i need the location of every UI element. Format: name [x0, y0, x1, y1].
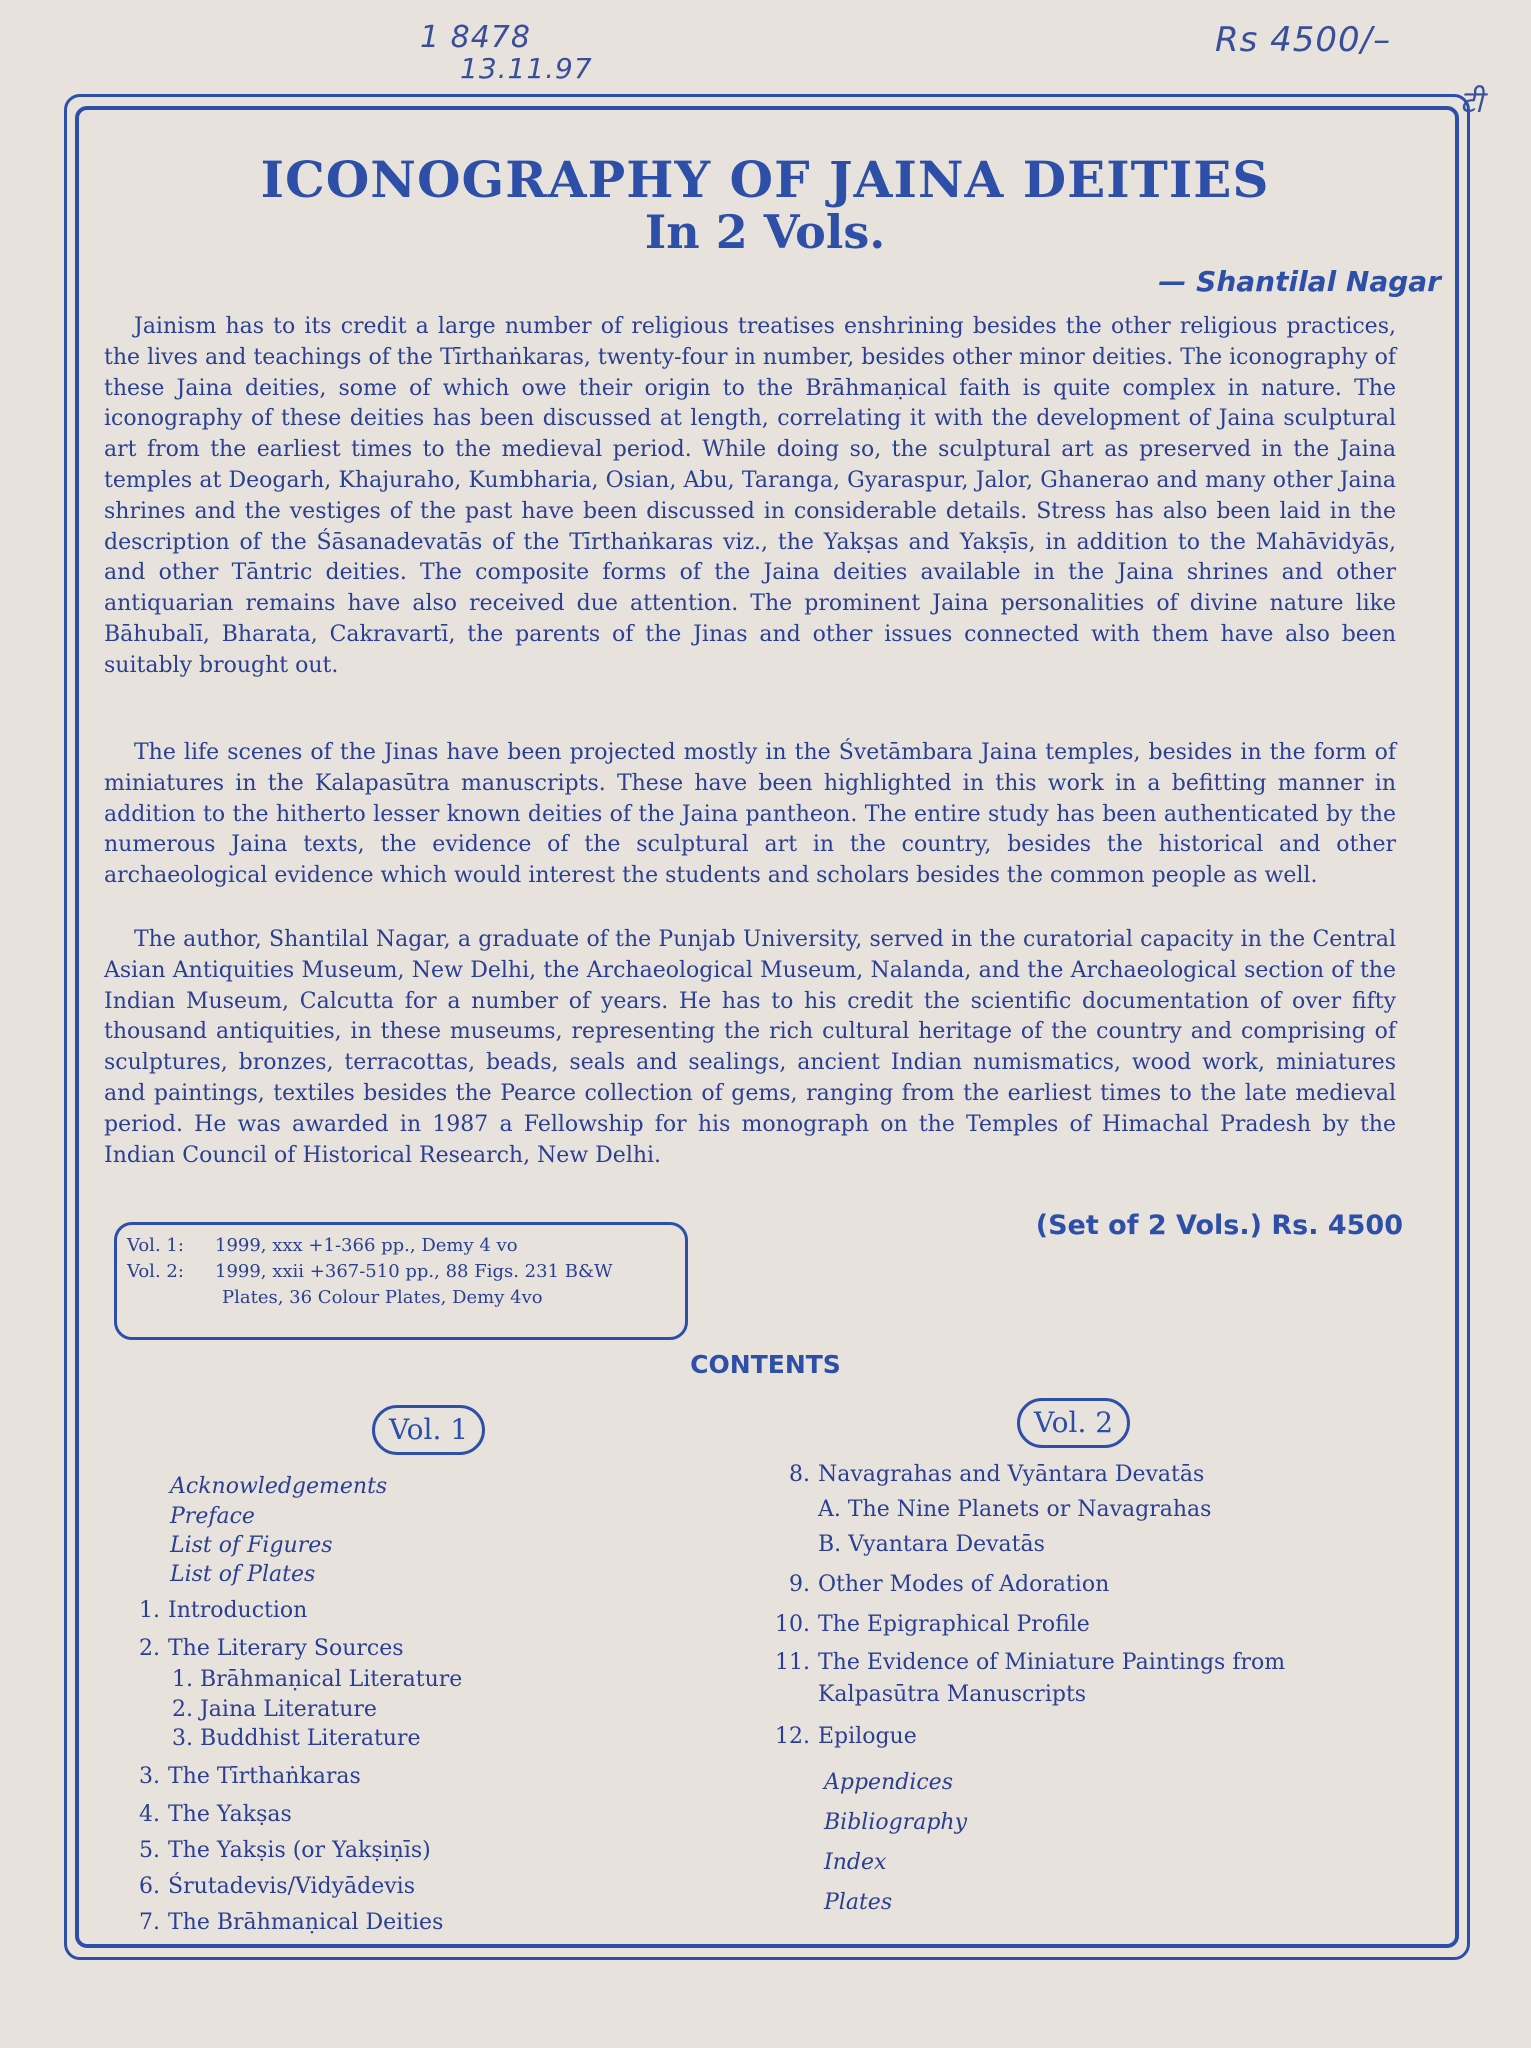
toc-subsection: B. Vyantara Devatās	[818, 1532, 1045, 1557]
toc-back-matter: Plates	[824, 1890, 893, 1915]
toc-chapter: 5. The Yakṣis (or Yakṣiṇīs)	[139, 1838, 431, 1863]
volume-2-label: Vol. 2:	[127, 1261, 184, 1282]
description-paragraph-2: The life scenes of the Jinas have been projected mostly in the Śvetāmbara Jaina temples, besides in the form of miniatures in the Kalapasūtra manuscripts. These have been highlighted in this work in a befitting manner in addition to the hitherto lesser known deities of the Jaina pantheon. The entire study has been authenticated by the numerous Jaina texts, the evidence of the sculptural art in the country, besides the historical and other archaeological evidence which would interest the students and scholars besides the common people as well.	[104, 740, 1396, 889]
author-name: — Shantilal Nagar	[1158, 265, 1441, 298]
volume-1-detail	[127, 1233, 675, 1259]
toc-chapter: 3. The Tīrthaṅkaras	[139, 1764, 361, 1789]
toc-chapter-continued: Kalpasūtra Manuscripts	[818, 1682, 1087, 1707]
handwritten-mark: टी	[1460, 85, 1484, 120]
volume-1-heading: Vol. 1	[372, 1405, 485, 1455]
handwritten-accession-number: 1 8478	[420, 20, 531, 55]
toc-back-matter: Bibliography	[824, 1810, 967, 1835]
toc-chapter: 11. The Evidence of Miniature Paintings from	[775, 1650, 1286, 1675]
toc-subsection: 2. Jaina Literature	[172, 1697, 377, 1722]
toc-chapter: 1. Introduction	[139, 1598, 308, 1623]
volume-1-label: Vol. 1:	[127, 1235, 184, 1256]
toc-chapter: 7. The Brāhmaṇical Deities	[139, 1910, 444, 1935]
volume-2-continued: Plates, 36 Colour Plates, Demy 4vo	[222, 1287, 543, 1308]
toc-chapter: 4. The Yakṣas	[139, 1802, 292, 1827]
volume-1-text: 1999, xxx +1-366 pp., Demy 4 vo	[215, 1235, 518, 1256]
toc-chapter: 2. The Literary Sources	[139, 1636, 404, 1661]
volume-2-detail	[127, 1259, 675, 1285]
toc-subsection: A. The Nine Planets or Navagrahas	[818, 1497, 1212, 1522]
volume-2-text: 1999, xxii +367-510 pp., 88 Figs. 231 B&W	[215, 1261, 613, 1282]
toc-chapter: 12. Epilogue	[775, 1724, 917, 1749]
toc-front-matter: Acknowledgements	[170, 1474, 388, 1499]
toc-back-matter: Appendices	[824, 1770, 953, 1795]
toc-subsection: 1. Brāhmaṇical Literature	[172, 1667, 463, 1692]
toc-chapter: 8. Navagrahas and Vyāntara Devatās	[789, 1462, 1205, 1487]
book-title: ICONOGRAPHY OF JAINA DEITIES	[260, 150, 1270, 209]
toc-back-matter: Index	[824, 1850, 887, 1875]
toc-front-matter: List of Figures	[170, 1533, 333, 1558]
toc-chapter: 9. Other Modes of Adoration	[789, 1572, 1110, 1597]
handwritten-price: Rs 4500/–	[1215, 20, 1392, 60]
handwritten-date: 13.11.97	[460, 52, 593, 85]
toc-front-matter: List of Plates	[170, 1562, 316, 1587]
set-price: (Set of 2 Vols.) Rs. 4500	[1035, 1210, 1403, 1241]
volume-2-heading: Vol. 2	[1017, 1398, 1130, 1448]
author-bio-paragraph: The author, Shantilal Nagar, a graduate of the Punjab University, served in the curatorial capacity in the Central Asian Antiquities Museum, New Delhi, the Archaeological Museum, Nalanda, and the Archaeological section of the Indian Museum, Calcutta for a number of years. He has to his credit the scientific documentation of over fifty thousand antiquities, in these museums, representing the rich cultural heritage of the country and comprising of sculptures, bronzes, terracottas, beads, seals and sealings, ancient Indian numismatics, wood work, miniatures and paintings, textiles besides the Pearce collection of gems, ranging from the earliest times to the late medieval period. He was awarded in 1987 a Fellowship for his monograph on the Temples of Himachal Pradesh by the Indian Council of Historical Research, New Delhi.	[104, 927, 1396, 1168]
toc-chapter: 6. Śrutadevis/Vidyādevis	[139, 1874, 416, 1899]
toc-subsection: 3. Buddhist Literature	[172, 1726, 421, 1751]
toc-chapter: 10. The Epigraphical Profile	[775, 1612, 1090, 1637]
toc-front-matter: Preface	[170, 1504, 255, 1529]
book-subtitle: In 2 Vols.	[644, 205, 886, 259]
contents-heading: CONTENTS	[690, 1350, 841, 1379]
volume-details-box	[114, 1222, 688, 1340]
description-paragraph-1: Jainism has to its credit a large number of religious treatises enshrining besides the other religious practices, the lives and teachings of the Tīrthaṅkaras, twenty-four in number, besides other minor deities. The iconography of these Jaina deities, some of which owe their origin to the Brāhmaṇical faith is quite complex in nature. The iconography of these deities has been discussed at length, correlating it with the development of Jaina sculptural art from the earliest times to the medieval period. While doing so, the sculptural art as preserved in the Jaina temples at Deogarh, Khajuraho, Kumbharia, Osian, Abu, Taranga, Gyaraspur, Jalor, Ghanerao and many other Jaina shrines and the vestiges of the past have been discussed in considerable details. Stress has also been laid in the description of the Śāsanadevatās of the Tīrthaṅkaras viz., the Yakṣas and Yakṣīs, in addition to the Mahāvidyās, and other Tāntric deities. The composite forms of the Jaina deities available in the Jaina shrines and other antiquarian remains have also received due attention. The prominent Jaina personalities of divine nature like Bāhubalī, Bharata, Cakravartī, the parents of the Jinas and other issues connected with them have also been suitably brought out.	[104, 314, 1396, 678]
